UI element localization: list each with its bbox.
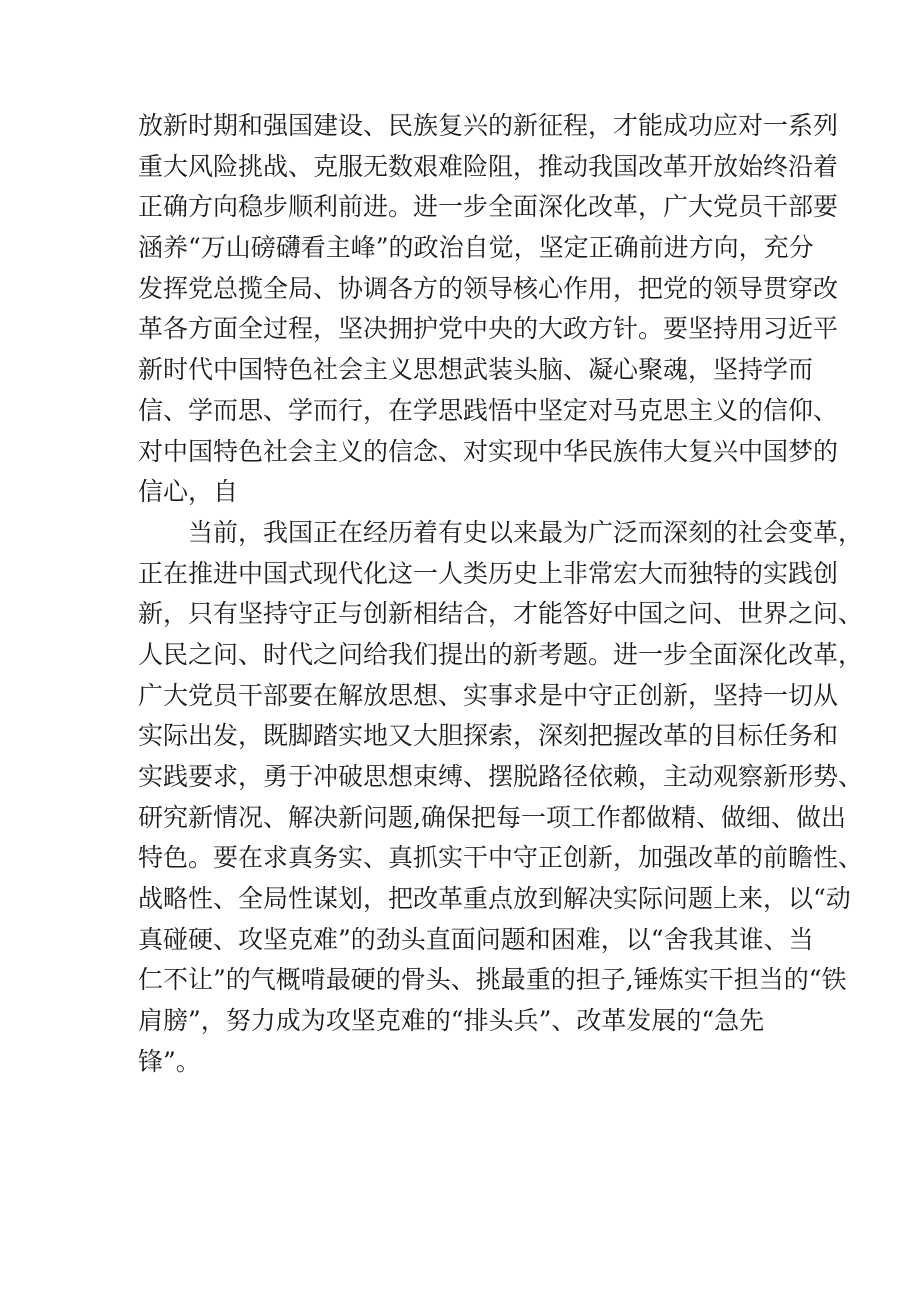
text-line: 仁不让”的气概啃最硬的骨头、挑最重的担子,锤炼实干担当的“铁 (138, 965, 847, 995)
body-text (138, 106, 864, 1083)
text-line: 战略性、全局性谋划，把改革重点放到解决实际问题上来，以“动 (138, 884, 851, 914)
text-line: 新时代中国特色社会主义思想武装头脑、凝心聚魂，坚持学而 (138, 355, 814, 385)
text-line: 锋”。 (138, 1046, 201, 1076)
text-line: 正确方向稳步顺利前进。进一步全面深化改革，广大党员干部要 (138, 192, 839, 222)
text-line: 信、学而思、学而行，在学思践悟中坚定对马克思主义的信仰、 (138, 395, 839, 425)
text-line: 革各方面全过程，坚决拥护党中央的大政方针。要坚持用习近平 (138, 314, 839, 344)
text-line: 重大风险挑战、克服无数艰难险阻，推动我国改革开放始终沿着 (138, 151, 839, 181)
text-line: 发挥党总揽全局、协调各方的领导核心作用，把党的领导贯穿改 (138, 273, 839, 303)
text-line: 对中国特色社会主义的信念、对实现中华民族伟大复兴中国梦的 (138, 436, 839, 466)
text-line: 人民之问、时代之问给我们提出的新考题。进一步全面深化改革， (138, 639, 864, 669)
text-line: 特色。要在求真务实、真抓实干中守正创新，加强改革的前瞻性、 (138, 843, 864, 873)
text-line: 信心，自 (138, 477, 239, 507)
text-line: 实际出发，既脚踏实地又大胆探索，深刻把握改革的目标任务和 (138, 721, 839, 751)
text-line: 涵养“万山磅礴看主峰”的政治自觉，坚定正确前进方向，充分 (138, 233, 814, 263)
text-line: 当前，我国正在经历着有史以来最为广泛而深刻的社会变革， (188, 517, 864, 547)
paragraph-2 (138, 513, 864, 1083)
text-line: 真碰硬、攻坚克难”的劲头直面问题和困难，以“舍我其谁、当 (138, 924, 814, 954)
text-line: 广大党员干部要在解放思想、实事求是中守正创新，坚持一切从 (138, 680, 839, 710)
text-line: 实践要求，勇于冲破思想束缚、摆脱路径依赖，主动观察新形势、 (138, 762, 864, 791)
text-line: 新，只有坚持守正与创新相结合，才能答好中国之问、世界之问、 (138, 599, 864, 629)
text-line: 研究新情况、解决新问题,确保把每一项工作都做精、做细、做出 (138, 802, 846, 832)
text-line: 放新时期和强国建设、民族复兴的新征程，才能成功应对一系列 (138, 111, 839, 140)
text-line: 正在推进中国式现代化这一人类历史上非常宏大而独特的实践创 (138, 558, 839, 588)
paragraph-1 (138, 106, 839, 513)
text-line: 肩膀”，努力成为攻坚克难的“排头兵”、改革发展的“急先 (138, 1006, 765, 1036)
